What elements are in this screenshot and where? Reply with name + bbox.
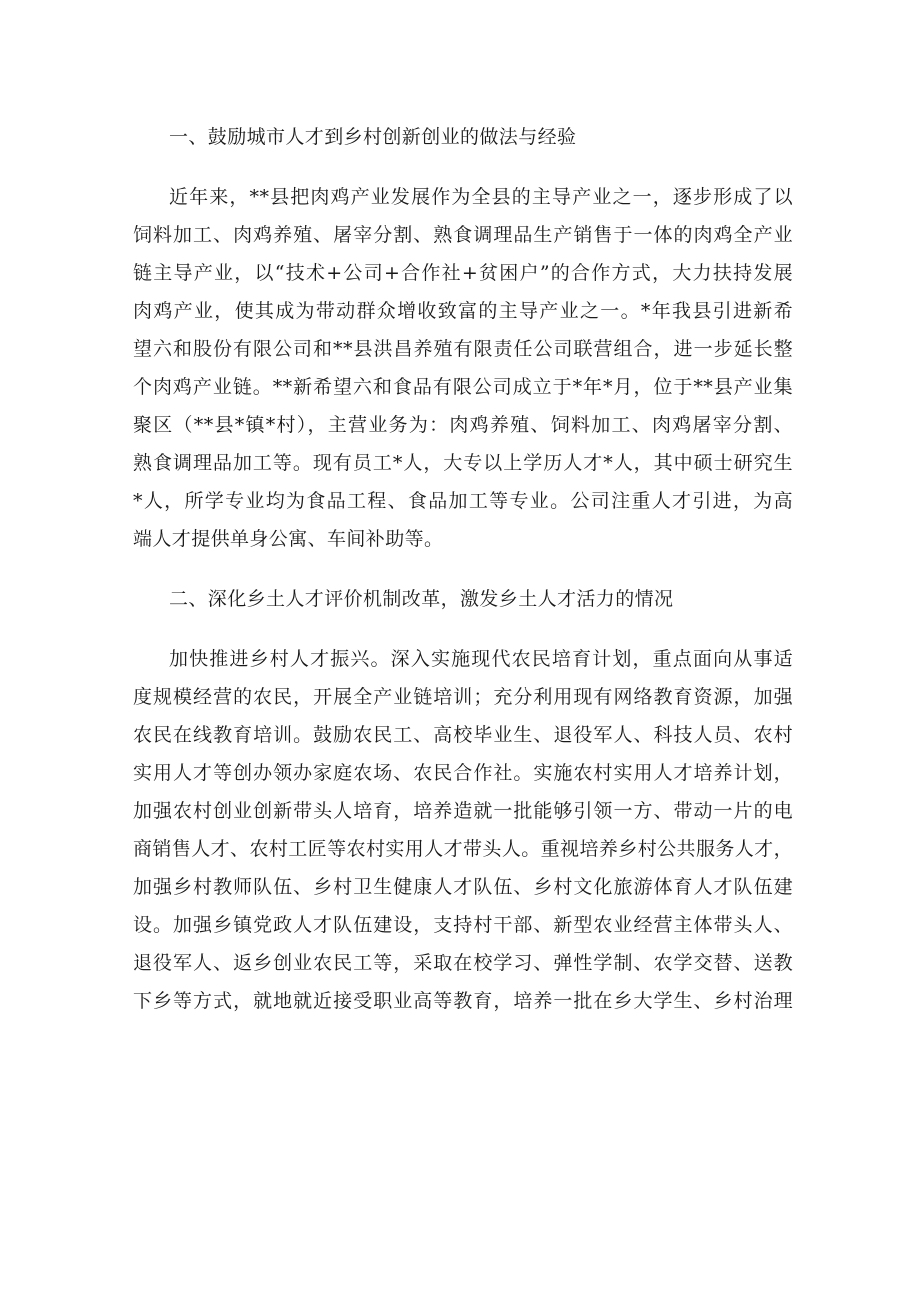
section-heading-2: 二、深化乡土人才评价机制改革，激发乡土人才活力的情况: [169, 588, 674, 610]
paragraph-2: [133, 640, 793, 1020]
paragraph-line: 度规模经营的农民，开展全产业链培训；充分利用现有网络教育资源，加强: [133, 686, 793, 708]
paragraph-line: 望六和股份有限公司和**县洪昌养殖有限责任公司联营组合，进一步延长整: [133, 338, 793, 360]
paragraph-line: 饲料加工、肉鸡养殖、屠宰分割、熟食调理品生产销售于一体的肉鸡全产业: [133, 224, 793, 246]
document-body: [133, 118, 793, 1042]
paragraph-line: 加强农村创业创新带头人培育，培养造就一批能够引领一方、带动一片的电: [133, 800, 793, 822]
paragraph-line: 个肉鸡产业链。**新希望六和食品有限公司成立于*年*月，位于**县产业集: [133, 376, 793, 398]
paragraph-line: 链主导产业，以“技术+公司+合作社+贫困户”的合作方式，大力扶持发展: [133, 262, 793, 284]
paragraph-line: 肉鸡产业，使其成为带动群众增收致富的主导产业之一。*年我县引进新希: [133, 300, 793, 322]
paragraph-line: 加快推进乡村人才振兴。深入实施现代农民培育计划，重点面向从事适: [169, 648, 793, 670]
paragraph-1: [133, 178, 793, 558]
paragraph-line: 加强乡村教师队伍、乡村卫生健康人才队伍、乡村文化旅游体育人才队伍建: [133, 876, 793, 898]
section-heading-1: 一、鼓励城市人才到乡村创新创业的做法与经验: [169, 126, 577, 148]
paragraph-line: 聚区（**县*镇*村），主营业务为：肉鸡养殖、饲料加工、肉鸡屠宰分割、: [133, 414, 793, 436]
paragraph-line: 农民在线教育培训。鼓励农民工、高校毕业生、退役军人、科技人员、农村: [133, 724, 793, 746]
paragraph-line: 近年来，**县把肉鸡产业发展作为全县的主导产业之一，逐步形成了以: [169, 186, 793, 208]
paragraph-line: 熟食调理品加工等。现有员工*人，大专以上学历人才*人，其中硕士研究生: [133, 452, 793, 474]
paragraph-line: 商销售人才、农村工匠等农村实用人才带头人。重视培养乡村公共服务人才，: [133, 838, 793, 860]
paragraph-line: 设。加强乡镇党政人才队伍建设，支持村干部、新型农业经营主体带头人、: [133, 914, 793, 936]
paragraph-line: 退役军人、返乡创业农民工等，采取在校学习、弹性学制、农学交替、送教: [133, 952, 793, 974]
paragraph-line: 实用人才等创办领办家庭农场、农民合作社。实施农村实用人才培养计划，: [133, 762, 793, 784]
paragraph-line: 下乡等方式，就地就近接受职业高等教育，培养一批在乡大学生、乡村治理: [133, 990, 793, 1012]
paragraph-line: 端人才提供单身公寓、车间补助等。: [133, 528, 444, 550]
paragraph-line: *人，所学专业均为食品工程、食品加工等专业。公司注重人才引进，为高: [133, 490, 793, 512]
